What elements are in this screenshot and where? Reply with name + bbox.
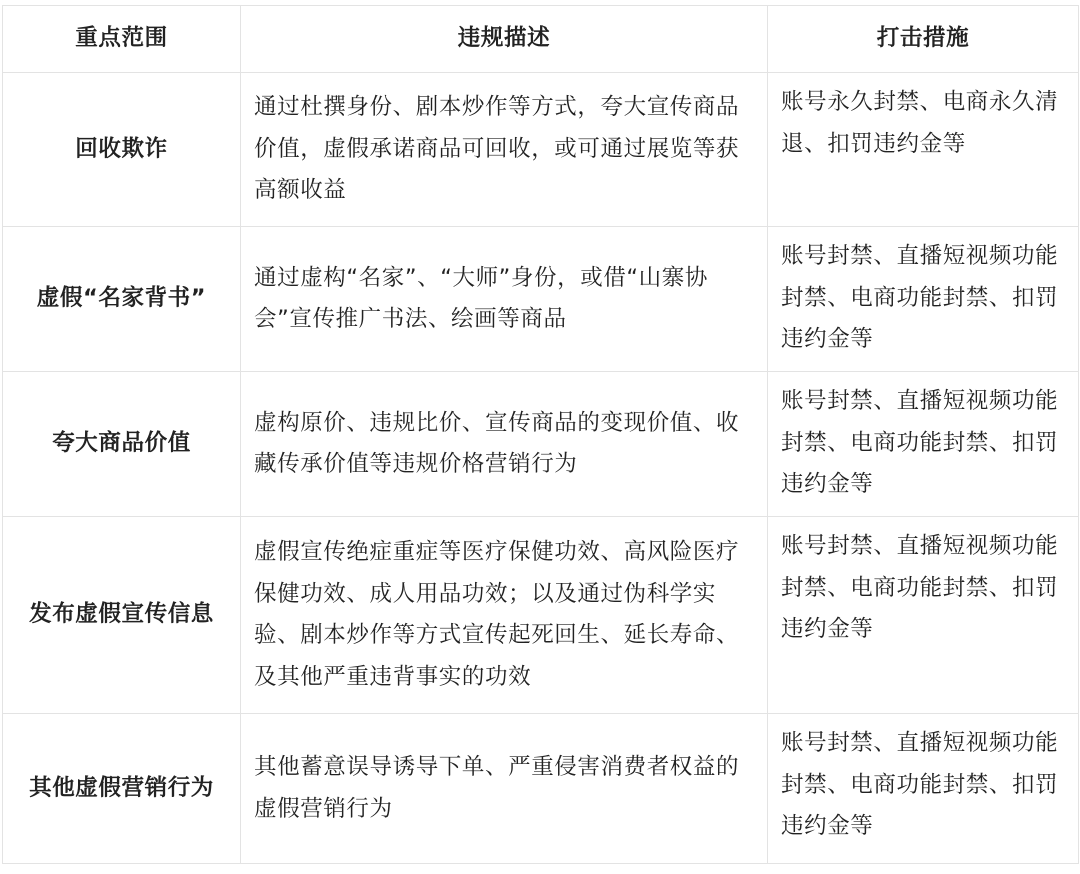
cell-scope: 其他虚假营销行为 — [3, 714, 241, 864]
cell-description: 虚假宣传绝症重症等医疗保健功效、高风险医疗保健功效、成人用品功效；以及通过伪科学实验、剧本炒作等方式宣传起死回生、延长寿命、及其他严重违背事实的功效 — [241, 517, 768, 714]
table-row — [3, 73, 1079, 227]
cell-scope: 虚假“名家背书” — [3, 227, 241, 372]
cell-description: 其他蓄意误导诱导下单、严重侵害消费者权益的虚假营销行为 — [241, 714, 768, 864]
cell-measures: 账号封禁、直播短视频功能封禁、电商功能封禁、扣罚违约金等 — [768, 372, 1079, 517]
cell-measures: 账号永久封禁、电商永久清退、扣罚违约金等 — [768, 73, 1079, 227]
cell-scope: 发布虚假宣传信息 — [3, 517, 241, 714]
table-row — [3, 714, 1079, 864]
violation-table — [2, 5, 1079, 864]
table-row — [3, 372, 1079, 517]
cell-measures: 账号封禁、直播短视频功能封禁、电商功能封禁、扣罚违约金等 — [768, 517, 1079, 714]
table-header-row — [3, 6, 1079, 73]
cell-description: 通过杜撰身份、剧本炒作等方式，夸大宣传商品价值，虚假承诺商品可回收，或可通过展览等获高额收益 — [241, 73, 768, 227]
cell-measures: 账号封禁、直播短视频功能封禁、电商功能封禁、扣罚违约金等 — [768, 227, 1079, 372]
cell-measures: 账号封禁、直播短视频功能封禁、电商功能封禁、扣罚违约金等 — [768, 714, 1079, 864]
table-row — [3, 227, 1079, 372]
header-description: 违规描述 — [241, 6, 768, 73]
header-scope: 重点范围 — [3, 6, 241, 73]
cell-description: 虚构原价、违规比价、宣传商品的变现价值、收藏传承价值等违规价格营销行为 — [241, 372, 768, 517]
header-measures: 打击措施 — [768, 6, 1079, 73]
cell-description: 通过虚构“名家”、“大师”身份，或借“山寨协会”宣传推广书法、绘画等商品 — [241, 227, 768, 372]
cell-scope: 夸大商品价值 — [3, 372, 241, 517]
cell-scope: 回收欺诈 — [3, 73, 241, 227]
table-row — [3, 517, 1079, 714]
